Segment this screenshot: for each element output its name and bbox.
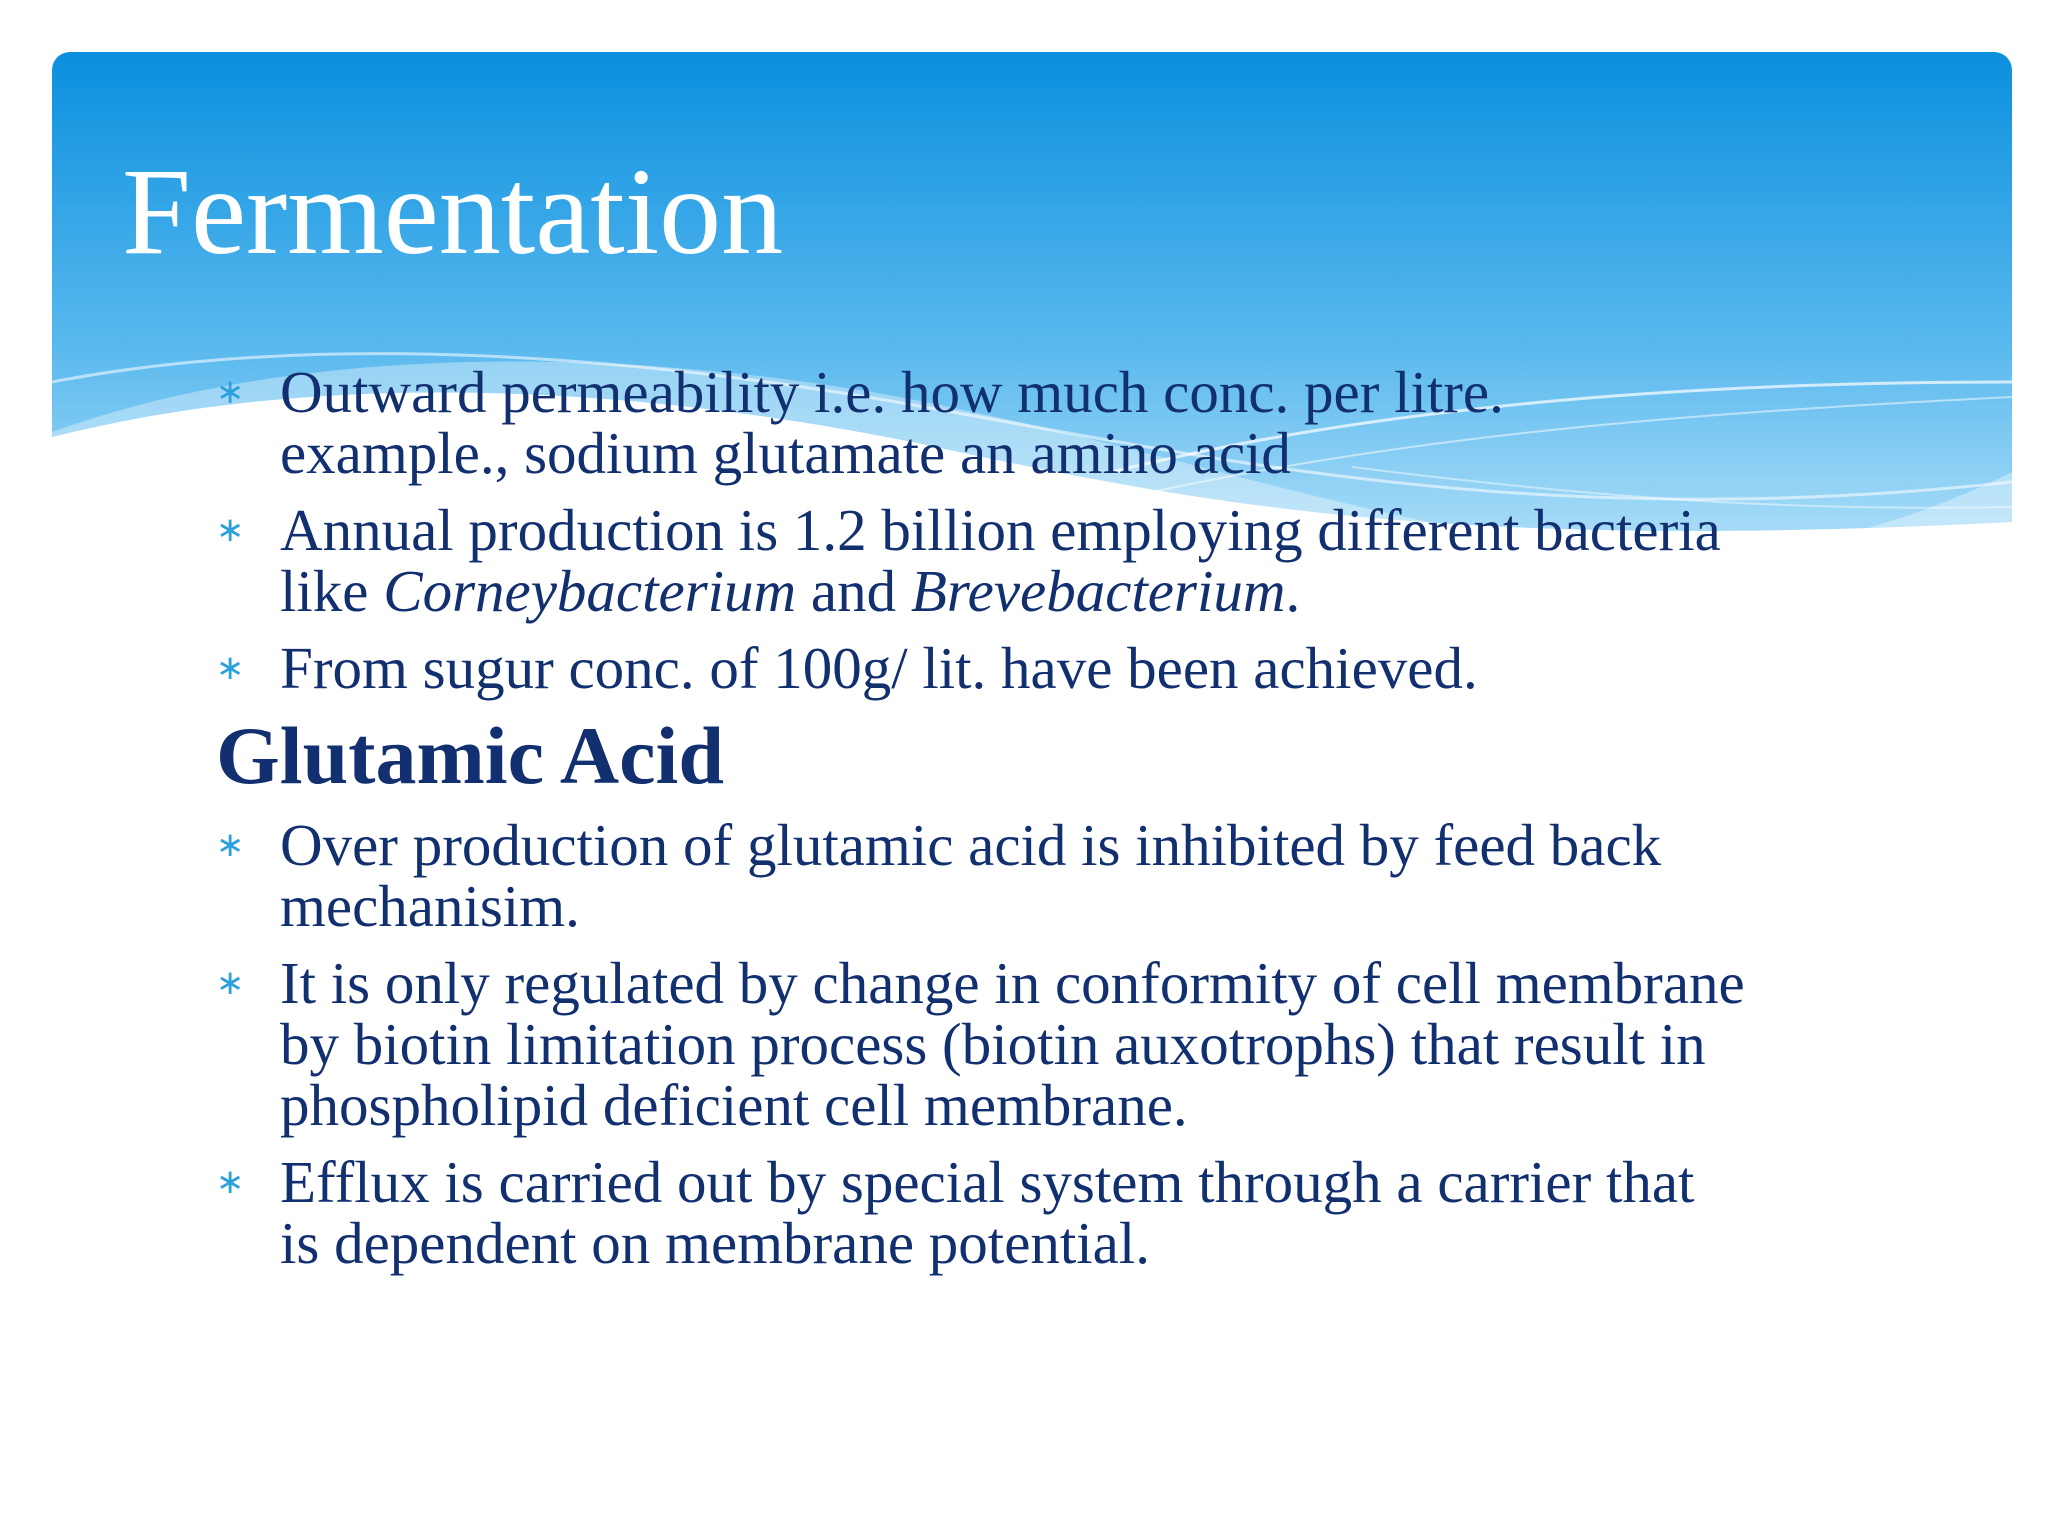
list-item — [216, 359, 1856, 486]
list-item — [216, 1149, 1856, 1276]
list-item — [216, 635, 1856, 701]
asterisk-icon: ∗ — [216, 963, 245, 1003]
slide-title: Fermentation — [122, 143, 784, 280]
bullet-text: Annual production is 1.2 billion employing different bacteria like Corneybacterium and Brevebacterium. — [280, 497, 1721, 624]
section-heading: Glutamic Acid — [216, 710, 724, 801]
intro-bullet-list — [216, 359, 1856, 701]
asterisk-icon: ∗ — [216, 372, 245, 412]
list-item — [216, 497, 1856, 624]
list-item — [216, 950, 1856, 1138]
section-bullet-list — [216, 812, 1856, 1276]
slide-content — [216, 359, 1856, 1290]
bullet-text: Efflux is carried out by special system through a carrier that is dependent on membrane potential. — [280, 1149, 1695, 1276]
asterisk-icon: ∗ — [216, 510, 245, 550]
italic-species-name: Brevebacterium — [910, 558, 1286, 624]
bullet-text: Over production of glutamic acid is inhibited by feed back mechanisim. — [280, 812, 1662, 939]
asterisk-icon: ∗ — [216, 825, 245, 865]
bullet-text: Outward permeability i.e. how much conc. per litre. example., sodium glutamate an amino acid — [280, 359, 1504, 486]
italic-species-name: Corneybacterium — [383, 558, 797, 624]
bullet-text: From sugur conc. of 100g/ lit. have been achieved. — [280, 635, 1478, 701]
list-item — [216, 812, 1856, 939]
bullet-text: It is only regulated by change in conformity of cell membrane by biotin limitation process (biotin auxotrophs) that result in phospholipid deficient cell membrane. — [280, 950, 1745, 1138]
asterisk-icon: ∗ — [216, 648, 245, 688]
asterisk-icon: ∗ — [216, 1162, 245, 1202]
